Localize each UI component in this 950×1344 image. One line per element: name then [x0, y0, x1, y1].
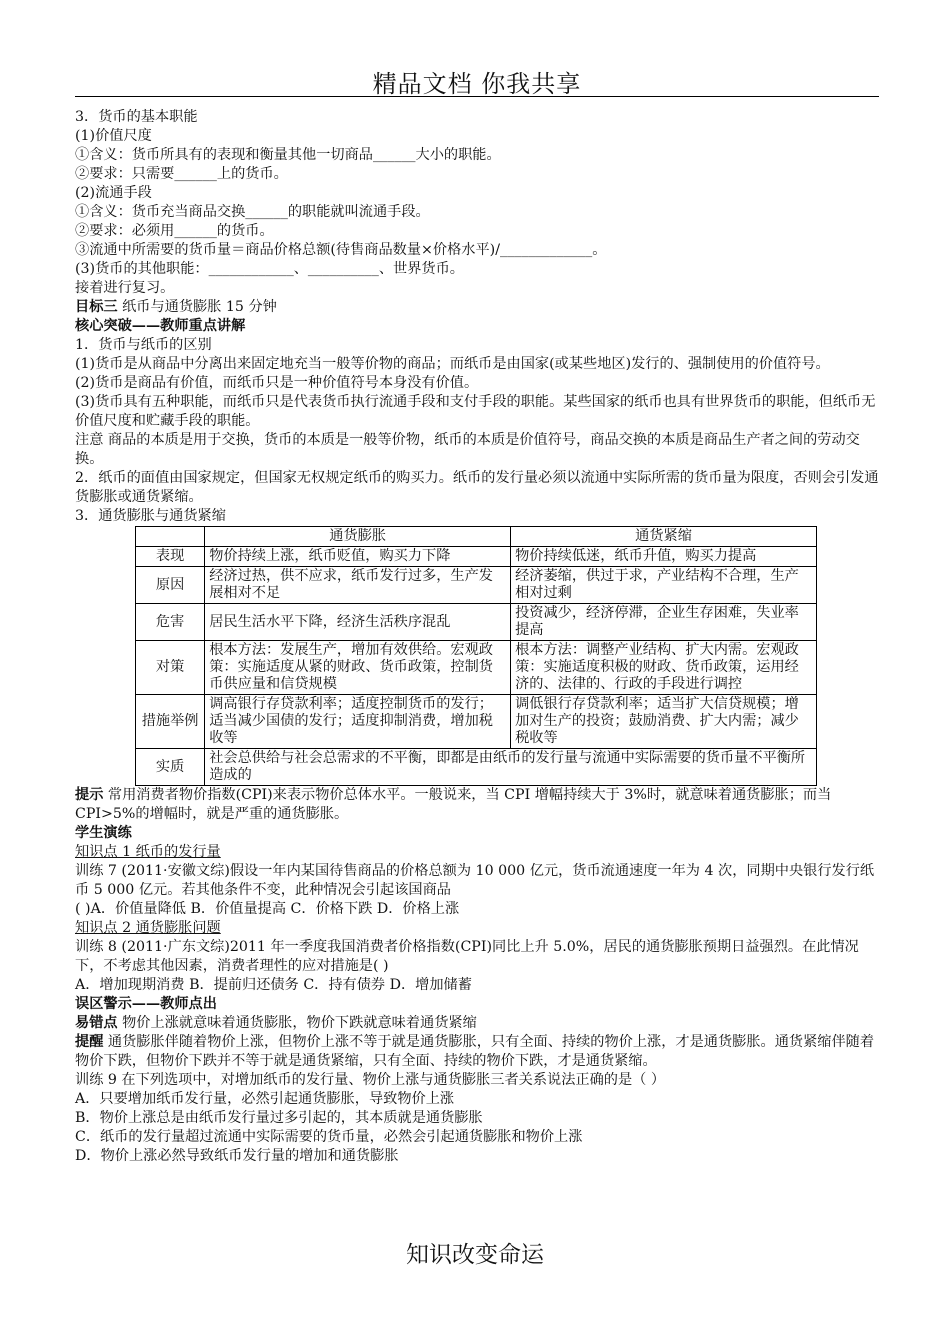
table-head-deflation: 通货紧缩	[511, 527, 817, 547]
row-label: 措施举例	[136, 695, 205, 749]
table-row	[136, 695, 817, 749]
line-diff-3: (3)货币具有五种职能，而纸币只是代表货币执行流通手段和支付手段的职能。某些国家的纸币也具有世界货币的职能，但纸币无价值尺度和贮藏手段的职能。	[75, 394, 876, 429]
tip-paragraph	[75, 786, 879, 824]
line-diff-2: (2)货币是商品有价值，而纸币只是一种价值符号本身没有价值。	[75, 375, 479, 391]
cell-deflation: 经济萎缩，供过于求，产业结构不合理，生产相对过剩	[511, 567, 817, 604]
knowledge-point-2: 知识点 2 通货膨胀问题	[75, 920, 221, 936]
table-head-inflation: 通货膨胀	[205, 527, 511, 547]
exercise-7-stem: 训练 7 (2011·安徽文综)假设一年内某国待售商品的价格总额为 10 000 亿元，货币流通速度一年为 4 次，同期中央银行发行纸币 5 000 亿元。若其他条件不变，此种情况会引起该国商品	[75, 863, 875, 898]
tip-text: 常用消费者物价指数(CPI)来表示物价总体水平。一般说来，当 CPI 增幅持续大于 3%时，就意味着通货膨胀；而当 CPI>5%的增幅时，就是严重的通货膨胀。	[75, 787, 832, 822]
error-point	[75, 1014, 879, 1033]
knowledge-point-1: 知识点 1 纸币的发行量	[75, 844, 221, 860]
cell-essence: 社会总供给与社会总需求的不平衡，即都是由纸币的发行量与流通中实际需要的货币量不平衡所造成的	[205, 749, 817, 786]
exercise-9-option-d: D．物价上涨必然导致纸币发行量的增加和通货膨胀	[75, 1148, 399, 1164]
warning-heading: 误区警示——教师点出	[75, 996, 217, 1012]
line-note: 注意 商品的本质是用于交换，货币的本质是一般等价物，纸币的本质是价值符号，商品交换的本质是商品生产者之间的劳动交换。	[75, 432, 860, 467]
cell-deflation: 根本方法：调整产业结构、扩大内需。宏观政策：实施适度积极的财政、货币政策，运用经济的、法律的、行政的手段进行调控	[511, 641, 817, 695]
line-circulation: (2)流通手段	[75, 185, 152, 201]
line-value-measure-meaning: ①含义：货币所具有的表现和衡量其他一切商品______大小的职能。	[75, 147, 501, 163]
cell-inflation: 物价持续上涨，纸币贬值，购买力下降	[205, 547, 511, 567]
goal3-heading	[75, 298, 879, 317]
cell-inflation: 调高银行存贷款利率；适度控制货币的发行；适当减少国债的发行；适度抑制消费，增加税收等	[205, 695, 511, 749]
row-label: 实质	[136, 749, 205, 786]
row-label: 原因	[136, 567, 205, 604]
exercise-9-option-a: A．只要增加纸币发行量，必然引起通货膨胀，导致物价上涨	[75, 1091, 455, 1107]
exercise-7-options: ( )A．价值量降低 B．价值量提高 C．价格下跌 D．价格上涨	[75, 901, 460, 917]
row-label: 危害	[136, 604, 205, 641]
goal3-label: 目标三	[75, 299, 118, 315]
error-text: 物价上涨就意味着通货膨胀，物价下跌就意味着通货紧缩	[117, 1015, 477, 1031]
table-row	[136, 641, 817, 695]
practice-heading: 学生演练	[75, 825, 132, 841]
page-header: 精品文档 你我共享	[372, 70, 582, 98]
line-money-formula: ③流通中所需要的货币量＝商品价格总额(待售商品数量×价格水平)/_____________。	[75, 242, 607, 258]
line-diff-1: (1)货币是从商品中分离出来固定地充当一般等价物的商品；而纸币是由国家(或某些地区)发行的、强制使用的价值符号。	[75, 356, 830, 372]
line-other-functions: (3)货币的其他职能：____________、__________、世界货币。	[75, 261, 464, 277]
inflation-deflation-table	[135, 526, 817, 786]
line-currency-functions: 3．货币的基本职能	[75, 109, 198, 125]
row-label: 表现	[136, 547, 205, 567]
line-face-value: 2．纸币的面值由国家规定，但国家无权规定纸币的购买力。纸币的发行量必须以流通中实际所需的货币量为限度，否则会引发通货膨胀或通货紧缩。	[75, 470, 879, 505]
error-label: 易错点	[75, 1015, 118, 1031]
document-body	[75, 108, 879, 1166]
row-label: 对策	[136, 641, 205, 695]
core-heading: 核心突破——教师重点讲解	[75, 318, 246, 334]
line-review: 接着进行复习。	[75, 280, 175, 296]
table-header-row	[136, 527, 817, 547]
table-row	[136, 547, 817, 567]
cell-inflation: 经济过热，供不应求，纸币发行过多，生产发展相对不足	[205, 567, 511, 604]
cell-inflation: 根本方法：发展生产，增加有效供给。宏观政策：实施适度从紧的财政、货币政策，控制货币供应量和信贷规模	[205, 641, 511, 695]
tip-label: 提示	[75, 787, 104, 803]
table-row	[136, 567, 817, 604]
goal3-text: 纸币与通货膨胀 15 分钟	[117, 299, 277, 315]
cell-deflation: 物价持续低迷，纸币升值，购买力提高	[511, 547, 817, 567]
exercise-8-options: A．增加现期消费 B．提前归还债务 C．持有债券 D．增加储蓄	[75, 977, 472, 993]
line-value-measure: (1)价值尺度	[75, 128, 152, 144]
line-inflation-title: 3．通货膨胀与通货紧缩	[75, 508, 226, 524]
line-value-measure-req: ②要求：只需要______上的货币。	[75, 166, 288, 182]
line-diff-title: 1．货币与纸币的区别	[75, 337, 212, 353]
exercise-9-option-b: B．物价上涨总是由纸币发行量过多引起的，其本质就是通货膨胀	[75, 1110, 483, 1126]
page-footer: 知识改变命运	[406, 1242, 544, 1268]
remind-paragraph	[75, 1033, 879, 1071]
table-head-blank	[136, 527, 205, 547]
exercise-8-stem: 训练 8 (2011·广东文综)2011 年一季度我国消费者价格指数(CPI)同比上升 5.0%，居民的通货膨胀预期日益强烈。在此情况下，不考虑其他因素，消费者理性的应对措施是( )	[75, 939, 859, 974]
table-row	[136, 604, 817, 641]
cell-deflation: 投资减少，经济停滞，企业生存困难，失业率提高	[511, 604, 817, 641]
line-circulation-meaning: ①含义：货币充当商品交换______的职能就叫流通手段。	[75, 204, 430, 220]
cell-deflation: 调低银行存贷款利率；适当扩大信贷规模；增加对生产的投资；鼓励消费、扩大内需；减少税收等	[511, 695, 817, 749]
remind-label: 提醒	[75, 1034, 104, 1050]
remind-text: 通货膨胀伴随着物价上涨，但物价上涨不等于就是通货膨胀，只有全面、持续的物价上涨，才是通货膨胀。通货紧缩伴随着物价下跌，但物价下跌并不等于就是通货紧缩，只有全面、持续的物价下跌，才是通货紧缩。	[75, 1034, 875, 1069]
line-circulation-req: ②要求：必须用______的货币。	[75, 223, 274, 239]
table-row-essence	[136, 749, 817, 786]
header-rule	[75, 96, 879, 97]
cell-inflation: 居民生活水平下降，经济生活秩序混乱	[205, 604, 511, 641]
exercise-9-stem: 训练 9 在下列选项中，对增加纸币的发行量、物价上涨与通货膨胀三者关系说法正确的是（ ）	[75, 1072, 666, 1088]
exercise-9-option-c: C．纸币的发行量超过流通中实际需要的货币量，必然会引起通货膨胀和物价上涨	[75, 1129, 583, 1145]
